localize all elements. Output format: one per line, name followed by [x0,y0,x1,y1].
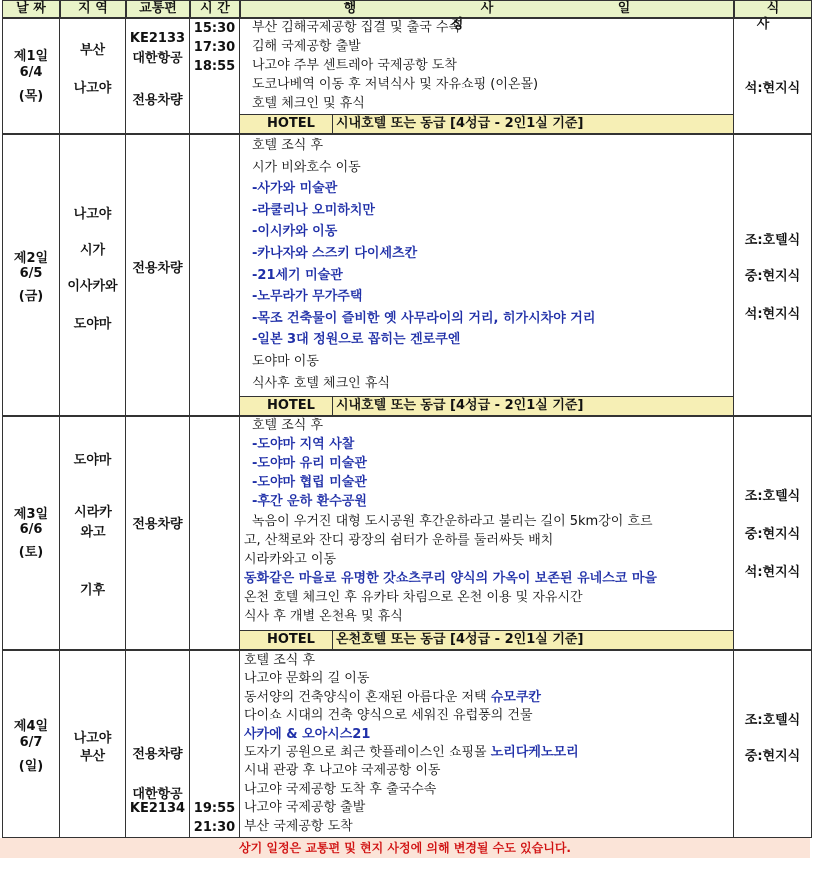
schedule-line: 시내 관광 후 나고야 국제공항 이동 [244,763,441,779]
transport-item: 전용차량 [132,93,183,108]
meal-item: 석:현지식 [744,565,801,580]
schedule-cell [240,135,734,415]
header-schedule: 행 사 일 정 [240,0,734,18]
day-row-4 [2,650,812,838]
hotel-value: 온천호텔 또는 동급 [4성급 - 2인1실 기준] [332,631,583,649]
day-date: 6/7 [19,735,43,750]
schedule-line: 동화같은 마을로 유명한 갓쇼츠쿠리 양식의 가옥이 보존된 유네스코 마을 [244,570,657,586]
meal-item: 중:현지식 [744,749,801,764]
schedule-line: 나고야 국제공항 도착 후 출국수속 [244,781,437,797]
schedule-line: 호텔 조식 후 [244,653,316,668]
day-weekday: (목) [18,89,44,104]
schedule-line: -후간 운하 환수공원 [252,494,367,510]
time-item: 15:30 [193,21,236,36]
schedule-line: 도코나베역 이동 후 저녁식사 및 자유쇼핑 (이온몰) [252,77,539,92]
transport-item: 전용차량 [132,261,183,276]
schedule-line: 호텔 조식 후 [252,138,324,153]
schedule-text: 동서양의 건축양식이 혼재된 아름다운 저택 [244,689,491,705]
region-item: 시라카와고 [74,505,112,540]
time-item: 21:30 [193,820,236,835]
day-row-1 [2,18,812,134]
schedule-line: 도야마 이동 [252,354,319,369]
region-item: 시가 [79,243,106,258]
meal-item: 중:현지식 [744,269,801,284]
header-date: 날 짜 [2,0,60,18]
region-item: 이사카와 [67,279,118,294]
schedule-line: 나고야 주부 센트레아 국제공항 도착 [252,58,457,73]
day-date: 6/5 [19,266,43,281]
region-item: 도야마 [73,317,112,332]
region-item: 나고야 [73,81,112,96]
highlight-text: 노리다케노모리 [490,745,579,760]
day-date: 6/6 [19,522,43,537]
schedule-line: 호텔 체크인 및 휴식 [252,96,365,111]
itinerary-table [2,0,812,838]
schedule-line: -이시카와 이동 [252,224,338,240]
schedule-line: 사카에 & 오아시스21 [244,726,371,742]
schedule-line: 나고야 국제공항 출발 [244,800,366,816]
schedule-line: -카나자와 스즈키 다이세츠칸 [252,246,418,261]
schedule-text: 도자기 공원으로 최근 핫플레이스인 쇼핑몰 [244,745,491,760]
time-item: 17:30 [193,40,236,55]
hotel-bar [240,114,733,133]
highlight-text: 슈모쿠칸 [490,689,541,705]
time-item: 18:55 [193,59,236,74]
header-region: 지 역 [60,0,126,18]
schedule-line: -일본 3대 정원으로 꼽히는 겐로쿠엔 [252,332,461,348]
day-date: 6/4 [19,65,43,80]
transport-item: 전용차량 [132,517,183,532]
day-row-2 [2,134,812,416]
schedule-line: 부산 김해국제공항 집결 및 출국 수속 [252,20,462,35]
footer-note: 상기 일정은 교통편 및 현지 사정에 의해 변경될 수도 있습니다. [0,838,810,858]
schedule-line: 호텔 조식 후 [252,418,324,433]
schedule-cell [240,651,734,837]
schedule-line: 시라카와고 이동 [244,551,337,567]
region-item: 기후 [79,583,106,598]
schedule-line: 식사 후 개별 온천욕 및 휴식 [244,609,403,624]
schedule-line: 부산 국제공항 도착 [244,818,353,834]
hotel-value: 시내호텔 또는 동급 [4성급 - 2인1실 기준] [332,115,583,133]
day-row-3 [2,416,812,650]
schedule-line: 온천 호텔 체크인 후 유카타 차림으로 온천 이용 및 자유시간 [244,589,583,605]
header-time: 시 간 [190,0,240,18]
day-weekday: (일) [18,759,44,774]
region-item: 도야마 [73,453,112,468]
schedule-line [244,744,579,762]
schedule-line: 시가 비와호수 이동 [252,159,361,175]
schedule-line: -도야마 협립 미술관 [252,475,367,491]
transport-item: 전용차량 [132,747,183,762]
region-item: 부산 [79,749,106,764]
time-item: 19:55 [193,801,236,816]
meal-item: 조:호텔식 [744,489,801,504]
day-label: 제2일 [13,251,49,266]
schedule-cell [240,19,734,133]
meal-item: 조:호텔식 [744,713,801,728]
schedule-line: -라쿨리나 오미하치만 [252,202,375,218]
hotel-bar [240,630,733,649]
schedule-line: 김해 국제공항 출발 [252,39,361,54]
hotel-bar [240,396,733,415]
schedule-line: -도야마 지역 사찰 [252,437,355,453]
schedule-line [244,689,541,707]
schedule-line: -사가와 미술관 [252,181,338,197]
meal-item: 중:현지식 [744,527,801,542]
hotel-label: HOTEL [267,116,315,131]
region-item: 나고야 [73,731,112,746]
region-item: 부산 [79,43,106,58]
schedule-line: -도야마 유리 미술관 [252,456,367,472]
day-label: 제3일 [13,507,49,522]
meal-item: 석:현지식 [744,81,801,96]
flight-number: KE2133 [129,31,186,46]
schedule-line: 다이쇼 시대의 건축 양식으로 세워진 유럽풍의 건물 [244,708,533,724]
schedule-line: -목조 건축물이 즐비한 옛 사무라이의 거리, 히가시차야 거리 [252,310,596,326]
meal-item: 석:현지식 [744,307,801,322]
header-transport: 교통편 [126,0,190,18]
header-meal: 식 사 [734,0,812,18]
schedule-line: 녹음이 우거진 대형 도시공원 후간운하라고 불리는 길이 5km강이 흐르 [252,513,653,529]
region-item: 나고야 [73,207,112,222]
airline: 대한항공 [132,51,183,66]
schedule-cell [240,417,734,649]
day-label: 제1일 [13,49,49,64]
schedule-line: -21세기 미술관 [252,267,343,283]
day-weekday: (토) [18,545,44,560]
hotel-label: HOTEL [267,632,315,647]
schedule-line: 고, 산책로와 잔디 광장의 쉼터가 운하를 둘러싸듯 배치 [244,532,554,548]
schedule-line: 나고야 문화의 길 이동 [244,671,370,687]
hotel-value: 시내호텔 또는 동급 [4성급 - 2인1실 기준] [332,397,583,415]
flight-number: KE2134 [129,801,186,816]
meal-item: 조:호텔식 [744,233,801,248]
schedule-line: 식사후 호텔 체크인 휴식 [252,375,390,391]
day-weekday: (금) [18,289,44,304]
airline: 대한항공 [132,787,183,802]
schedule-line: -노무라가 무가주택 [252,289,363,305]
day-label: 제4일 [13,719,49,734]
hotel-label: HOTEL [267,398,315,413]
